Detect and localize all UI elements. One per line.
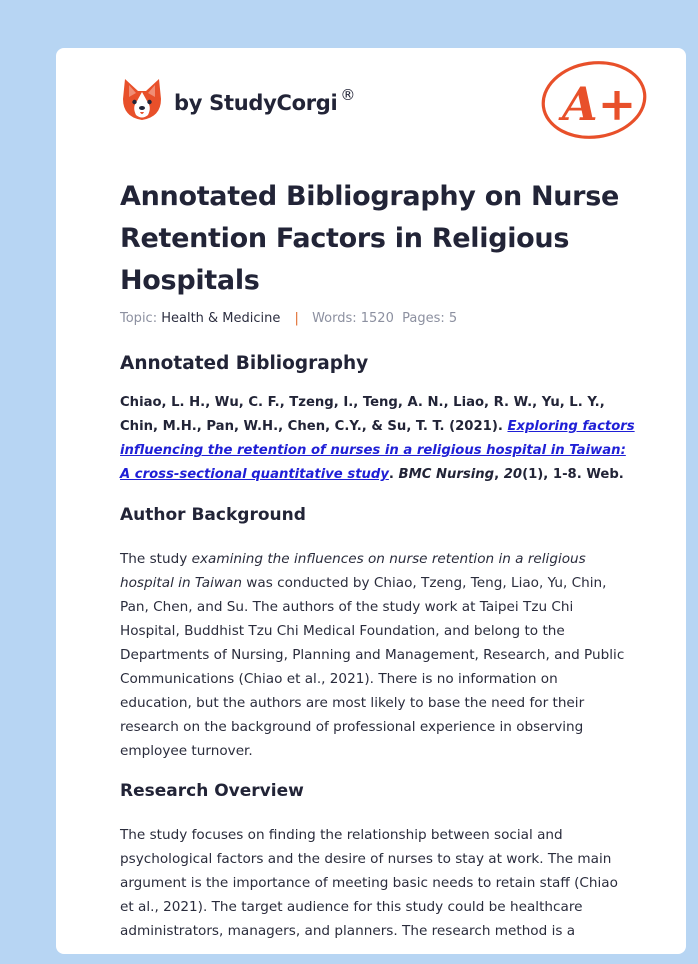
corgi-icon <box>122 77 162 121</box>
author-background-heading: Author Background <box>120 505 306 525</box>
study-subject: examining the influences on nurse retention in a religious hospital in Taiwan <box>120 551 586 591</box>
page-count: Pages: 5 <box>402 311 458 326</box>
bibliography-heading: Annotated Bibliography <box>120 353 369 374</box>
brand-name: by StudyCorgi ® <box>174 86 356 115</box>
citation-volume: 20 <box>503 467 523 482</box>
studycorgi-logo[interactable] <box>122 76 355 122</box>
topic-label: Topic: <box>120 311 158 326</box>
author-background-paragraph: The study examining the influences on nurse retention in a religious hospital in Taiwan was conducted by Chiao, Tzeng, Teng, Liao, Yu, Chin, Pan, Chen, and Su. The authors of the study work at Taipei Tzu Chi Hospital, Buddhist Tzu Chi Medical Foundation, and belong to the Departments of Nursing, Planning and Management, Research, and Public Communications (Chiao et al., 2021). There is no information on education, but the authors are most likely to base the need for their research on the background of professional experience in observing employee turnover. <box>120 551 625 759</box>
citation-authors: Chiao, L. H., Wu, C. F., Tzeng, I., Teng, A. N., Liao, R. W., Yu, L. Y., Chin, M.H., Pan, W.H., Chen, C.Y., & Su, T. T. (2021). <box>120 395 605 434</box>
document-page <box>56 48 686 954</box>
grade-badge-icon <box>538 60 650 146</box>
word-count: Words: 1520 <box>312 311 394 326</box>
citation-issue: (1), 1-8. Web. <box>522 467 624 482</box>
citation: Chiao, L. H., Wu, C. F., Tzeng, I., Teng, A. N., Liao, R. W., Yu, L. Y., Chin, M.H., Pan, W.H., Chen, C.Y., & Su, T. T. (2021). Exploring factors influencing the retention of nurses in a religious hospital in Taiwan: A cross-sectional quantitative study. BMC Nursing, 20(1), 1-8. Web. <box>120 395 635 482</box>
citation-link[interactable]: Exploring factors influencing the retention of nurses in a religious hospital in Taiwan: A cross-sectional quantitative study <box>120 419 635 482</box>
registered-mark: ® <box>340 86 356 104</box>
topic-value[interactable]: Health & Medicine <box>161 311 281 326</box>
research-overview-paragraph: The study focuses on finding the relationship between social and psychological factors and the desire of nurses to stay at work. The main argument is the importance of meeting basic needs to retain staff (Chiao et al., 2021). The target audience for this study could be healthcare administrators, managers, and planners. The research method is a <box>120 827 618 939</box>
research-overview-heading: Research Overview <box>120 781 304 801</box>
page-title: Annotated Bibliography on Nurse Retention Factors in Religious Hospitals <box>120 181 619 296</box>
citation-journal: BMC Nursing <box>398 467 495 482</box>
grade-text: A+ <box>562 77 637 131</box>
meta-separator: | <box>294 311 299 326</box>
document-meta <box>120 311 457 326</box>
